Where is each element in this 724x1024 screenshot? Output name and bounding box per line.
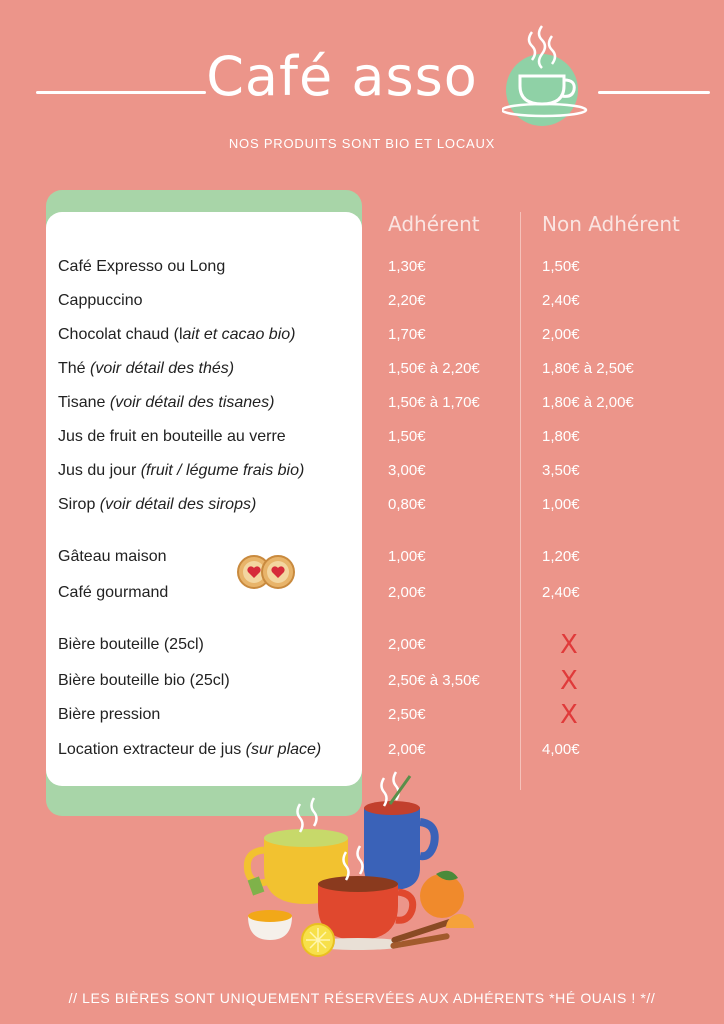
price-member: 2,50€ (388, 706, 426, 723)
item-name (58, 584, 168, 602)
item-name-text: Jus du jour (58, 462, 141, 479)
subtitle: NOS PRODUITS SONT BIO ET LOCAUX (228, 136, 496, 151)
table-row (0, 394, 724, 416)
hot-drinks-illustration (240, 768, 480, 968)
item-name (58, 636, 204, 654)
item-name-text: Thé (58, 360, 91, 377)
column-header-non-member: Non Adhérent (542, 212, 680, 236)
price-non-member: 2,00€ (542, 326, 580, 343)
table-row (0, 700, 724, 730)
red-x-icon: X (560, 630, 578, 660)
item-note: ait et cacao bio) (182, 326, 296, 343)
item-name-text: Jus de fruit en bouteille au verre (58, 428, 286, 445)
item-name (58, 672, 230, 690)
item-name (58, 462, 304, 480)
price-member: 1,50€ (388, 428, 426, 445)
item-name (58, 706, 160, 724)
item-note: (voir détail des thés) (90, 360, 235, 377)
item-name-text: Bière pression (58, 706, 161, 723)
table-row (0, 326, 724, 348)
item-note: (voir détail des tisanes) (109, 394, 275, 411)
jam-cookies-icon (234, 554, 298, 590)
table-row (0, 630, 724, 660)
table-row (0, 496, 724, 518)
table-row (0, 741, 724, 763)
price-member: 1,00€ (388, 548, 426, 565)
price-non-member: 2,40€ (542, 584, 580, 601)
table-row (0, 584, 724, 606)
price-non-member: 2,40€ (542, 292, 580, 309)
page-title: Café asso (206, 45, 478, 108)
footer-note: // LES BIÈRES SONT UNIQUEMENT RÉSERVÉES AUX ADHÉRENTS *HÉ OUAIS ! *// (68, 990, 656, 1006)
item-name-text: Gâteau maison (58, 548, 167, 565)
price-member: 2,00€ (388, 636, 426, 653)
price-member: 2,20€ (388, 292, 426, 309)
price-non-member: 1,80€ à 2,00€ (542, 394, 634, 411)
item-name-text: Café gourmand (58, 584, 169, 601)
table-row (0, 548, 724, 570)
table-row (0, 428, 724, 450)
item-note: (voir détail des sirops) (99, 496, 257, 513)
price-non-member: 3,50€ (542, 462, 580, 479)
item-name-text: Café Expresso ou Long (58, 258, 226, 275)
price-member: 2,50€ à 3,50€ (388, 672, 480, 689)
item-name-text: Chocolat chaud (l (58, 326, 183, 343)
price-member: 1,30€ (388, 258, 426, 275)
item-name (58, 292, 143, 310)
price-non-member: 1,80€ (542, 428, 580, 445)
red-x-icon: X (560, 666, 578, 696)
price-non-member: 1,80€ à 2,50€ (542, 360, 634, 377)
table-row (0, 258, 724, 280)
item-name (58, 428, 286, 446)
item-name (58, 258, 225, 276)
price-non-member: 1,00€ (542, 496, 580, 513)
price-non-member: 1,50€ (542, 258, 580, 275)
item-name (58, 548, 167, 566)
price-member: 2,00€ (388, 584, 426, 601)
item-name-text: Location extracteur de jus (58, 741, 246, 758)
price-member: 0,80€ (388, 496, 426, 513)
table-row (0, 292, 724, 314)
red-x-icon: X (560, 700, 578, 730)
price-non-member: 4,00€ (542, 741, 580, 758)
item-note: (sur place) (245, 741, 322, 758)
table-row (0, 462, 724, 484)
item-name (58, 360, 234, 378)
column-header-member: Adhérent (388, 212, 480, 236)
item-name-text: Bière bouteille bio (25cl) (58, 672, 230, 689)
price-member: 2,00€ (388, 741, 426, 758)
price-member: 1,50€ à 2,20€ (388, 360, 480, 377)
item-name (58, 496, 256, 514)
price-member: 1,50€ à 1,70€ (388, 394, 480, 411)
price-non-member: 1,20€ (542, 548, 580, 565)
item-name-text: Bière bouteille (25cl) (58, 636, 204, 653)
item-name (58, 741, 321, 759)
item-note: (fruit / légume frais bio) (140, 462, 305, 479)
steaming-cup-icon (502, 22, 594, 126)
item-name-text: Cappuccino (58, 292, 143, 309)
item-name (58, 394, 274, 412)
table-row (0, 360, 724, 382)
item-name (58, 326, 295, 344)
table-row (0, 666, 724, 696)
price-member: 3,00€ (388, 462, 426, 479)
price-member: 1,70€ (388, 326, 426, 343)
item-name-text: Tisane (58, 394, 110, 411)
item-name-text: Sirop (58, 496, 100, 513)
